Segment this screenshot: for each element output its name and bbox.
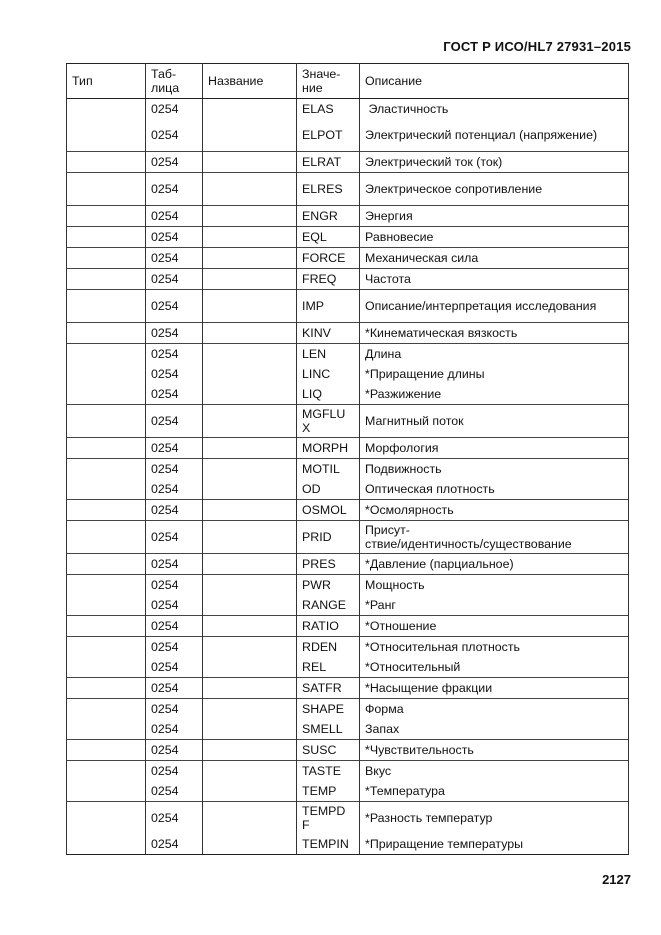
cell-description: *Чувствительность: [360, 740, 629, 761]
cell-table: 0254: [146, 719, 203, 740]
cell-description: *Относительная плотность: [360, 637, 629, 658]
cell-value: LEN: [297, 344, 360, 365]
cell-name: [203, 344, 297, 365]
cell-table: 0254: [146, 616, 203, 637]
cell-name: [203, 616, 297, 637]
cell-value: RANGE: [297, 595, 360, 616]
cell-value: SMELL: [297, 719, 360, 740]
cell-type: [67, 554, 146, 575]
cell-name: [203, 554, 297, 575]
table-row: [67, 616, 629, 637]
table-row: [67, 761, 629, 782]
cell-name: [203, 479, 297, 500]
cell-value: MOTIL: [297, 459, 360, 480]
table-row: [67, 657, 629, 678]
cell-value: TEMPD F: [297, 802, 360, 835]
cell-table: 0254: [146, 290, 203, 323]
cell-type: [67, 678, 146, 699]
cell-value: MORPH: [297, 438, 360, 459]
table-header-row: [67, 64, 629, 99]
table-row: [67, 119, 629, 152]
cell-table: 0254: [146, 479, 203, 500]
table-row: [67, 405, 629, 438]
cell-description: *Насыщение фракции: [360, 678, 629, 699]
cell-description: Электрический потенциал (напряжение): [360, 119, 629, 152]
cell-value: RDEN: [297, 637, 360, 658]
cell-value: LINC: [297, 364, 360, 384]
cell-type: [67, 99, 146, 120]
table-row: [67, 719, 629, 740]
cell-table: 0254: [146, 657, 203, 678]
cell-type: [67, 344, 146, 365]
col-header-table: Таб- лица: [146, 64, 203, 99]
cell-name: [203, 99, 297, 120]
cell-table: 0254: [146, 637, 203, 658]
cell-value: ELAS: [297, 99, 360, 120]
cell-type: [67, 290, 146, 323]
cell-value: PRID: [297, 521, 360, 554]
cell-name: [203, 173, 297, 206]
cell-description: Подвижность: [360, 459, 629, 480]
cell-name: [203, 364, 297, 384]
cell-type: [67, 269, 146, 290]
cell-name: [203, 206, 297, 227]
table-row: [67, 521, 629, 554]
cell-table: 0254: [146, 99, 203, 120]
cell-description: Электрическое сопротивление: [360, 173, 629, 206]
cell-value: MGFLU X: [297, 405, 360, 438]
cell-value: TEMP: [297, 781, 360, 802]
cell-type: [67, 761, 146, 782]
cell-description: Эластичность: [360, 99, 629, 120]
cell-name: [203, 521, 297, 554]
cell-value: IMP: [297, 290, 360, 323]
table-row: [67, 323, 629, 344]
cell-name: [203, 438, 297, 459]
cell-value: EQL: [297, 227, 360, 248]
cell-value: TEMPIN: [297, 834, 360, 855]
cell-name: [203, 657, 297, 678]
cell-type: [67, 119, 146, 152]
cell-name: [203, 781, 297, 802]
cell-description: Форма: [360, 699, 629, 720]
document-header: ГОСТ Р ИСО/HL7 27931–2015: [443, 39, 631, 54]
cell-table: 0254: [146, 575, 203, 596]
col-header-description: Описание: [360, 64, 629, 99]
cell-value: TASTE: [297, 761, 360, 782]
cell-type: [67, 740, 146, 761]
cell-value: KINV: [297, 323, 360, 344]
table-row: [67, 173, 629, 206]
cell-description: Запах: [360, 719, 629, 740]
cell-description: *Относительный: [360, 657, 629, 678]
cell-value: FREQ: [297, 269, 360, 290]
cell-table: 0254: [146, 802, 203, 835]
cell-value: ELRAT: [297, 152, 360, 173]
cell-type: [67, 364, 146, 384]
cell-name: [203, 802, 297, 835]
cell-table: 0254: [146, 269, 203, 290]
cell-table: 0254: [146, 554, 203, 575]
cell-value: SHAPE: [297, 699, 360, 720]
table-row: [67, 500, 629, 521]
cell-table: 0254: [146, 500, 203, 521]
table-row: [67, 637, 629, 658]
cell-value: OSMOL: [297, 500, 360, 521]
cell-type: [67, 438, 146, 459]
cell-name: [203, 500, 297, 521]
cell-table: 0254: [146, 364, 203, 384]
col-header-value: Значе- ние: [297, 64, 360, 99]
cell-description: Длина: [360, 344, 629, 365]
cell-value: RATIO: [297, 616, 360, 637]
cell-type: [67, 173, 146, 206]
cell-description: *Приращение температуры: [360, 834, 629, 855]
table-row: [67, 99, 629, 120]
cell-description: Морфология: [360, 438, 629, 459]
cell-description: *Температура: [360, 781, 629, 802]
table-row: [67, 699, 629, 720]
cell-value: ENGR: [297, 206, 360, 227]
cell-table: 0254: [146, 740, 203, 761]
cell-table: 0254: [146, 173, 203, 206]
cell-table: 0254: [146, 459, 203, 480]
table-row: [67, 678, 629, 699]
cell-type: [67, 637, 146, 658]
cell-table: 0254: [146, 405, 203, 438]
cell-table: 0254: [146, 595, 203, 616]
table-row: [67, 834, 629, 855]
cell-description: *Разжижение: [360, 384, 629, 405]
cell-name: [203, 152, 297, 173]
cell-type: [67, 227, 146, 248]
table-row: [67, 206, 629, 227]
cell-description: Присут- ствие/идентичность/существование: [360, 521, 629, 554]
table-row: [67, 248, 629, 269]
table-row: [67, 479, 629, 500]
cell-name: [203, 719, 297, 740]
cell-value: REL: [297, 657, 360, 678]
cell-table: 0254: [146, 678, 203, 699]
col-header-type: Тип: [67, 64, 146, 99]
cell-description: Описание/интерпретация исследования: [360, 290, 629, 323]
cell-table: 0254: [146, 834, 203, 855]
cell-name: [203, 740, 297, 761]
cell-type: [67, 657, 146, 678]
cell-table: 0254: [146, 119, 203, 152]
cell-description: *Приращение длины: [360, 364, 629, 384]
cell-type: [67, 616, 146, 637]
cell-name: [203, 269, 297, 290]
table-row: [67, 554, 629, 575]
cell-name: [203, 761, 297, 782]
cell-description: Вкус: [360, 761, 629, 782]
cell-description: *Ранг: [360, 595, 629, 616]
cell-description: *Давление (парциальное): [360, 554, 629, 575]
cell-value: OD: [297, 479, 360, 500]
cell-type: [67, 479, 146, 500]
cell-value: FORCE: [297, 248, 360, 269]
cell-type: [67, 152, 146, 173]
cell-name: [203, 575, 297, 596]
cell-value: ELRES: [297, 173, 360, 206]
col-header-name: Название: [203, 64, 297, 99]
cell-type: [67, 719, 146, 740]
cell-type: [67, 384, 146, 405]
cell-description: Механическая сила: [360, 248, 629, 269]
cell-description: *Кинематическая вязкость: [360, 323, 629, 344]
table-row: [67, 344, 629, 365]
cell-type: [67, 500, 146, 521]
cell-table: 0254: [146, 384, 203, 405]
cell-type: [67, 781, 146, 802]
cell-name: [203, 637, 297, 658]
table-row: [67, 384, 629, 405]
table-row: [67, 290, 629, 323]
table-row: [67, 459, 629, 480]
cell-type: [67, 595, 146, 616]
table-row: [67, 269, 629, 290]
cell-name: [203, 595, 297, 616]
table-row: [67, 152, 629, 173]
cell-description: Мощность: [360, 575, 629, 596]
cell-description: Электрический ток (ток): [360, 152, 629, 173]
cell-type: [67, 834, 146, 855]
cell-name: [203, 405, 297, 438]
cell-table: 0254: [146, 521, 203, 554]
cell-type: [67, 405, 146, 438]
table-row: [67, 595, 629, 616]
cell-type: [67, 459, 146, 480]
cell-table: 0254: [146, 152, 203, 173]
cell-description: Равновесие: [360, 227, 629, 248]
table-row: [67, 438, 629, 459]
cell-name: [203, 290, 297, 323]
cell-name: [203, 119, 297, 152]
table-row: [67, 781, 629, 802]
table-row: [67, 802, 629, 835]
cell-name: [203, 227, 297, 248]
cell-description: *Осмолярность: [360, 500, 629, 521]
cell-type: [67, 575, 146, 596]
cell-type: [67, 206, 146, 227]
cell-description: *Отношение: [360, 616, 629, 637]
data-table: [66, 63, 629, 855]
cell-value: ELPOT: [297, 119, 360, 152]
cell-name: [203, 323, 297, 344]
cell-value: SUSC: [297, 740, 360, 761]
cell-table: 0254: [146, 438, 203, 459]
cell-name: [203, 248, 297, 269]
table-row: [67, 227, 629, 248]
page-number: 2127: [602, 872, 631, 887]
cell-description: Частота: [360, 269, 629, 290]
cell-description: *Разность температур: [360, 802, 629, 835]
cell-table: 0254: [146, 344, 203, 365]
cell-table: 0254: [146, 248, 203, 269]
cell-table: 0254: [146, 781, 203, 802]
cell-value: SATFR: [297, 678, 360, 699]
cell-description: Магнитный поток: [360, 405, 629, 438]
cell-type: [67, 323, 146, 344]
cell-type: [67, 248, 146, 269]
cell-name: [203, 384, 297, 405]
table-row: [67, 740, 629, 761]
cell-description: Оптическая плотность: [360, 479, 629, 500]
cell-value: LIQ: [297, 384, 360, 405]
cell-name: [203, 459, 297, 480]
cell-type: [67, 699, 146, 720]
cell-name: [203, 834, 297, 855]
cell-value: PRES: [297, 554, 360, 575]
table-row: [67, 364, 629, 384]
cell-table: 0254: [146, 206, 203, 227]
cell-name: [203, 678, 297, 699]
cell-type: [67, 521, 146, 554]
cell-table: 0254: [146, 699, 203, 720]
table-body: [67, 99, 629, 855]
cell-table: 0254: [146, 227, 203, 248]
cell-type: [67, 802, 146, 835]
cell-table: 0254: [146, 323, 203, 344]
cell-name: [203, 699, 297, 720]
cell-value: PWR: [297, 575, 360, 596]
cell-description: Энергия: [360, 206, 629, 227]
table-row: [67, 575, 629, 596]
cell-table: 0254: [146, 761, 203, 782]
